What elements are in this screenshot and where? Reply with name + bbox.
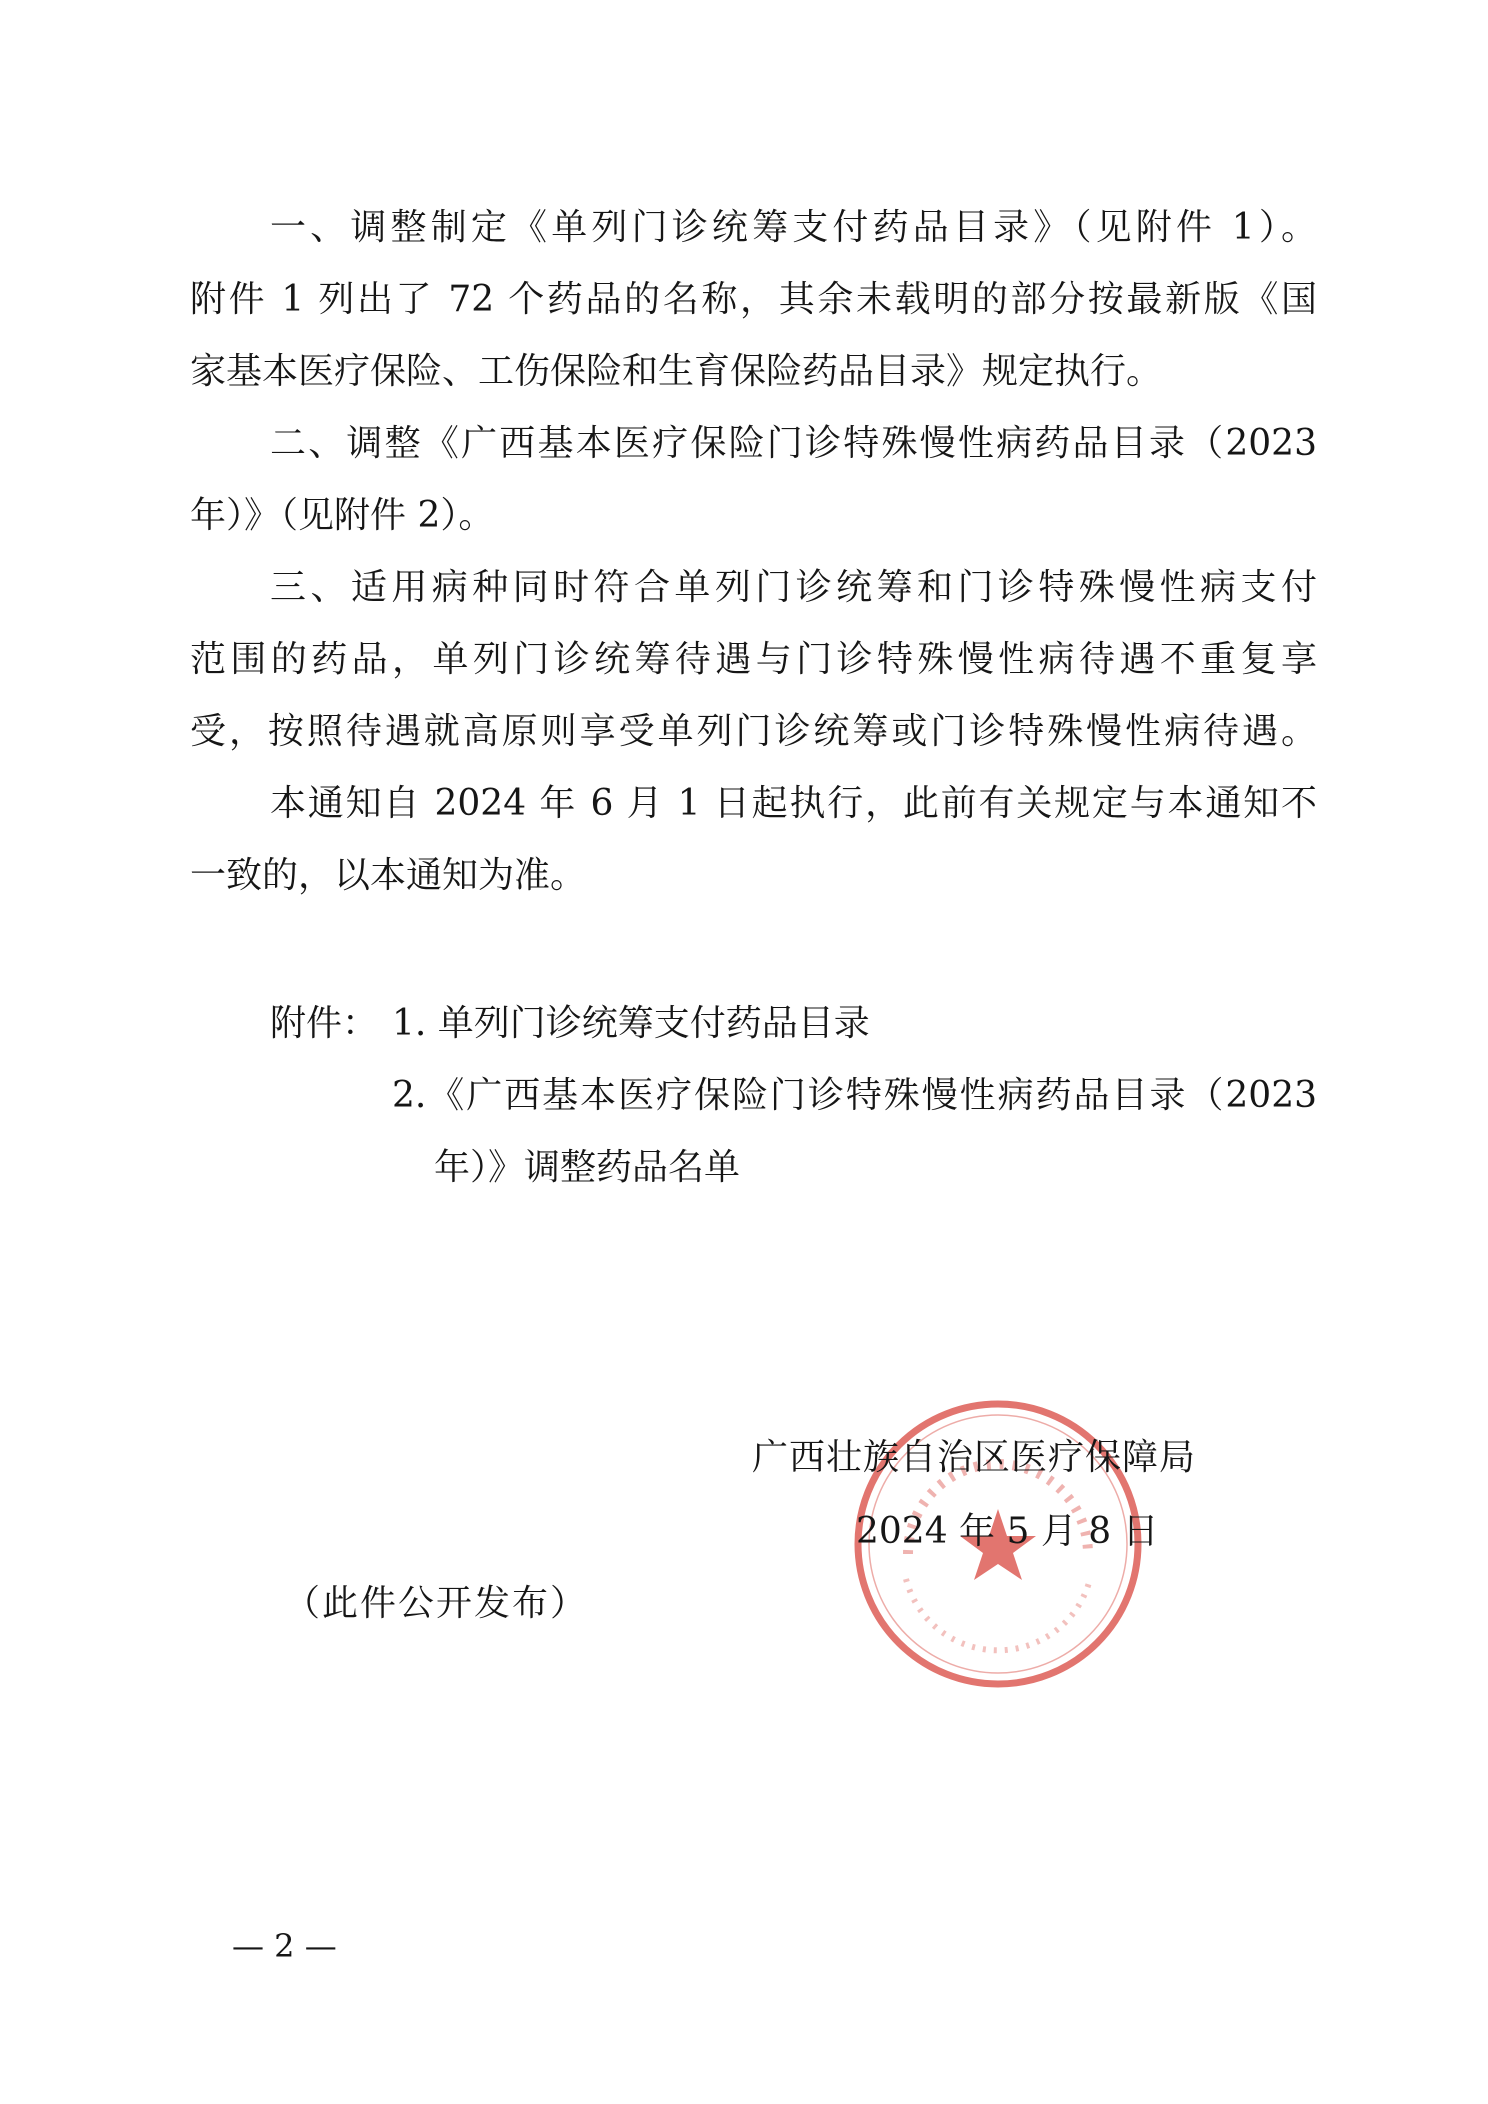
section-one-line-1: 一、调整制定《单列门诊统筹支付药品目录》（见附件 1）。 xyxy=(270,207,1317,248)
section-one-line-2: 附件 1 列出了 72 个药品的名称，其余未载明的部分按最新版《国 xyxy=(190,279,1317,320)
issuer-name: 广西壮族自治区医疗保障局 xyxy=(752,1437,1197,1478)
attachment-item-1: 1. 单列门诊统筹支付药品目录 xyxy=(392,1003,870,1044)
attachment-item-2-line-1: 2.《广西基本医疗保险门诊特殊慢性病药品目录（2023 xyxy=(392,1075,1317,1116)
effective-line-2: 一致的，以本通知为准。 xyxy=(190,855,587,896)
section-three-line-3: 受，按照待遇就高原则享受单列门诊统筹或门诊特殊慢性病待遇。 xyxy=(190,711,1317,752)
section-three-line-2: 范围的药品，单列门诊统筹待遇与门诊特殊慢性病待遇不重复享 xyxy=(190,639,1317,680)
publication-note: （此件公开发布） xyxy=(284,1583,589,1624)
section-one-line-3: 家基本医疗保险、工伤保险和生育保险药品目录》规定执行。 xyxy=(190,351,1163,392)
issue-date: 2024 年 5 月 8 日 xyxy=(856,1511,1159,1552)
section-three-line-1: 三、适用病种同时符合单列门诊统筹和门诊特殊慢性病支付 xyxy=(270,567,1317,608)
attachment-item-2-line-2: 年）》调整药品名单 xyxy=(434,1147,741,1188)
effective-line-1: 本通知自 2024 年 6 月 1 日起执行，此前有关规定与本通知不 xyxy=(270,783,1317,824)
attachments-label: 附件： xyxy=(270,1003,379,1044)
section-two-line-1: 二、调整《广西基本医疗保险门诊特殊慢性病药品目录（2023 xyxy=(270,423,1317,464)
section-two-line-2: 年）》（见附件 2）。 xyxy=(190,495,495,536)
page-number: — 2 — xyxy=(232,1927,337,1965)
